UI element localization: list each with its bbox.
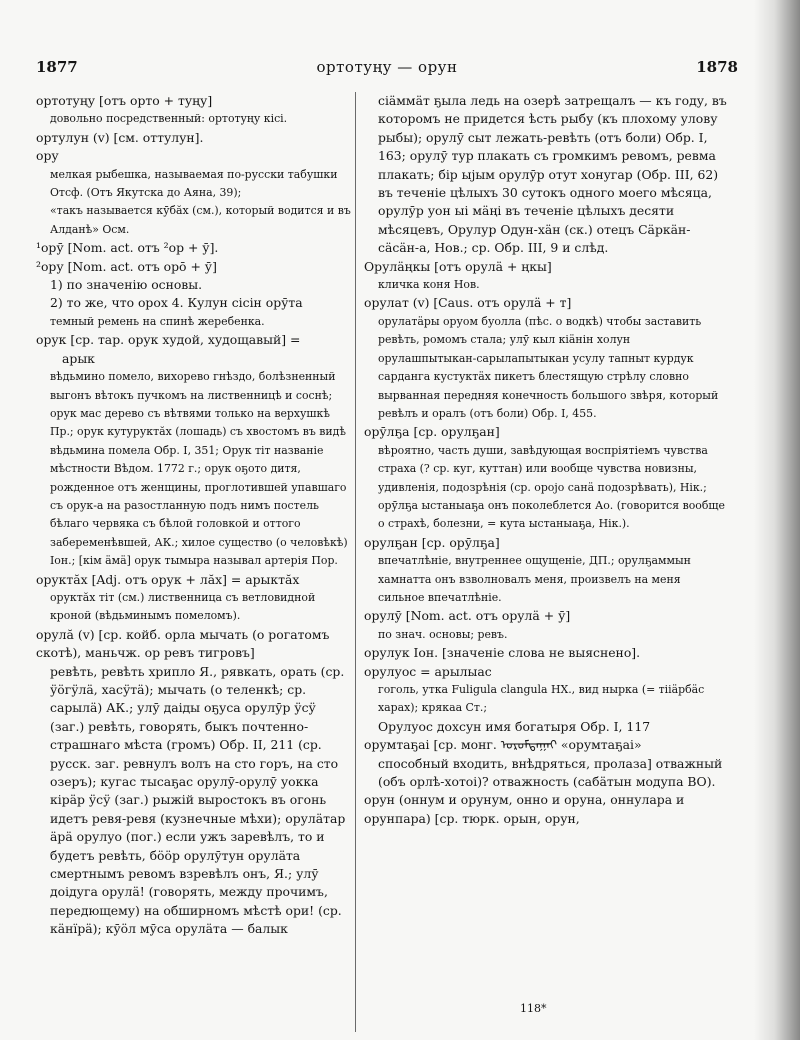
dictionary-entry: орулук Іон. [значеніе слова не выяснено]. bbox=[364, 645, 641, 661]
page-number-left: 1877 bbox=[36, 58, 78, 76]
dictionary-entry: Орулӓңкы [отъ орулӓ + ңкы] bbox=[364, 258, 552, 274]
dictionary-entry: ору bbox=[36, 148, 59, 164]
dictionary-entry: орулӑ (v) [ср. койб. орла мычать (о рогатомъ скотѣ), маньчж. ор ревъ тигровъ] bbox=[36, 626, 330, 661]
entry-text: «такъ называется кӯбӑх (см.), который водится и въ Алданѣ» Осм. bbox=[50, 204, 351, 236]
entry-text: кличка коня Нов. bbox=[378, 278, 480, 292]
right-column bbox=[364, 92, 730, 828]
dictionary-entry: орӯлҕа [ср. орулҕан] bbox=[364, 424, 500, 440]
dictionary-entry: орумтаҕаі [ср. монг. ᠣᠷᠤᠮᠲᠠᠭᠠᠢ «орумтаҕаі» bbox=[364, 737, 642, 753]
entry-text: 1) по значенію основы. bbox=[50, 277, 203, 293]
dictionary-entry: орулӯ [Nom. act. отъ орулӓ + ӯ] bbox=[364, 608, 571, 624]
running-title: ортотуңу — орун bbox=[316, 58, 458, 76]
signature-mark: 118* bbox=[520, 1002, 547, 1015]
entry-text: сіӓммӓт ҕыла ледь на озерѣ затрещалъ — къ году, въ которомъ не придется ѣсть рыбу (къ плохому улову рыбы); орулӯ сыт лежать-ревѣть (отъ боли) Обр. I, 163; орулӯ тур плакать съ громкимъ ревомъ, ревма плакать; бір ыјым орулӯр отут хонугар (Обр. III, 62) въ теченіе цѣлыхъ 30 сутокъ одного моего мѣсяца, орулӯр уон ыі мӓңі въ теченіе цѣлыхъ десяти мѣсяцевъ, Орулур Одун-хӓн (ск.) отецъ Сӓркӓн-сӓсӓн-а, Нов.; ср. Обр. III, 9 и слѣд. bbox=[378, 93, 727, 256]
running-header bbox=[36, 58, 738, 82]
dictionary-entry: оруктӑх [Adj. отъ орук + лӑх] = арыктӑх bbox=[36, 571, 300, 587]
entry-text: арык bbox=[62, 350, 95, 366]
page-edge-shadow bbox=[754, 0, 800, 1040]
dictionary-entry: орук [ср. тар. орук худой, худощавый] = bbox=[36, 332, 301, 348]
dictionary-entry: ¹орӯ [Nom. act. отъ ²ор + ӯ]. bbox=[36, 240, 219, 256]
entry-text: темный ремень на спинѣ жеребенка. bbox=[50, 314, 265, 328]
dictionary-entry: орулуос = арылыас bbox=[364, 663, 492, 679]
dictionary-entry: орун (оннум и орунум, онно и оруна, оннулара и орунпара) [ср. тюрк. орын, орун, bbox=[364, 792, 685, 826]
entry-text: Орулуос дохсун имя богатыря Обр. I, 117 bbox=[378, 718, 651, 734]
page-number-right: 1878 bbox=[696, 58, 738, 76]
dictionary-entry: орулҕан [ср. орӯлҕа] bbox=[364, 534, 500, 550]
dictionary-entry: орулат (v) [Caus. отъ орулӓ + т] bbox=[364, 295, 572, 311]
entry-text: мелкая рыбешка, называемая по-русски табушки Отсф. (Отъ Якутска до Аяна, 39); bbox=[50, 167, 338, 200]
dictionary-entry: ²ору [Nom. act. отъ орō + ӯ] bbox=[36, 258, 217, 274]
entry-text: впечатлѣніе, внутреннее ощущеніе, ДП.; орулҕаммын хамнатта онъ взволновалъ меня, произвелъ на меня сильное впечатлѣніе. bbox=[378, 554, 691, 604]
entry-text: довольно посредственный: ортотуңу кісі. bbox=[50, 112, 288, 126]
dictionary-entry: ортулун (v) [см. оттулун]. bbox=[36, 129, 204, 145]
entry-text: ревѣть, ревѣть хрипло Я., рявкать, орать (ср. ӱӧгӱлӓ, хасӱтӓ); мычать (о теленкѣ; ср. сарылӓ) АК.; улӯ даіды оҕуса орулӯр ӱсӱ (заг.) ревѣть, говорять, быкъ почтенно-страшнаго мѣста (громъ) Обр. II, 211 (ср. русск. заг. ревнулъ волъ на сто горъ, на сто озеръ); кугас тысаҕас орулӯ-орулӯ уокка кірӓр ӱсӱ (заг.) рыжій выростокъ въ огонь идетъ ревя-ревя (кузнечные мѣхи); орулӓтар ӓрӓ орулуо (пог.) если ужъ заревѣлъ, то и будетъ ревѣть, бӧӧр орулӯтун орулӓта смертнымъ ревомъ взревѣлъ онъ, Я.; улӯ доідуга орулӓ! (говорять, между прочимъ, передющему) на обширномъ мѣстѣ ори! (ср. кӓнїрӓ); кӯӧл мӯса орулӓта — балык bbox=[50, 663, 346, 937]
entry-text: вѣдьмино помело, вихорево гнѣздо, болѣзненный выгонъ вѣтокъ пучкомъ на лиственницѣ и соснѣ; орук мас дерево съ вѣтвями только на верхушкѣ Пр.; орук кутуруктӑх (лошадь) съ хвостомъ въ видѣ вѣдьмина помела Обр. I, 351; Орук тіт названіе мѣстности Вѣдом. 1772 г.; орук оҕото дитя, рожденное отъ женщины, проглотившей упавшаго съ орук-а на разостланную подъ нимъ постель бѣлаго червяка съ бѣлой головкой и оттого забеременѣвшей, АК.; хилое существо (о человѣкѣ) Іон.; [кім ӓмӓ] орук тымыра называл артерія Пор. bbox=[50, 370, 348, 568]
column-divider bbox=[355, 92, 356, 1032]
entry-text: оруктӑх тіт (см.) лиственница съ ветловидной кроной (вѣдьминымъ помеломъ). bbox=[50, 590, 316, 623]
entry-text: 2) то же, что орох 4. Кулун сісін орӯта bbox=[50, 295, 303, 311]
entry-text: вѣроятно, часть души, завѣдующая воспріятіемъ чувства страха (? ср. куг, куттан) или вообще чувства новизны, удивленія, подозрѣнія (ср. оројо санӓ подозрѣвать), Нік.; орӯлҕа ыстаныаҕа онъ поколеблется Ао. (говорится вообще о страхѣ, болезни, = кута ыстаныаҕа, Нік.). bbox=[378, 443, 725, 531]
entry-text: орулатӓры оруом буолла (пѣс. о водкѣ) чтобы заставить ревѣть, ромомъ стала; улӯ кыл кіӓнін холун орулашпытыкан-сарылапытыкан усулу тапныт курдук сарданга кустуктӓх пикетъ блестящую стрѣлу словно вырванная передняя конечность большого звѣря, который ревѣлъ и оралъ (отъ боли) Обр. I, 455. bbox=[378, 314, 719, 420]
entry-text: способный входить, внѣдряться, пролаза] отважный (объ орлѣ-хотоі)? отважность (сабӓтын модупа ВО). bbox=[378, 755, 723, 790]
dictionary-entry: ортотуңу [отъ орто + туңу] bbox=[36, 93, 213, 108]
entry-text: по знач. основы; ревъ. bbox=[378, 627, 508, 641]
left-column bbox=[36, 92, 352, 939]
entry-text: гоголь, утка Fuligula clangula НХ., вид нырка (= тііӓрбӓс харах); крякаа Ст.; bbox=[378, 683, 705, 715]
